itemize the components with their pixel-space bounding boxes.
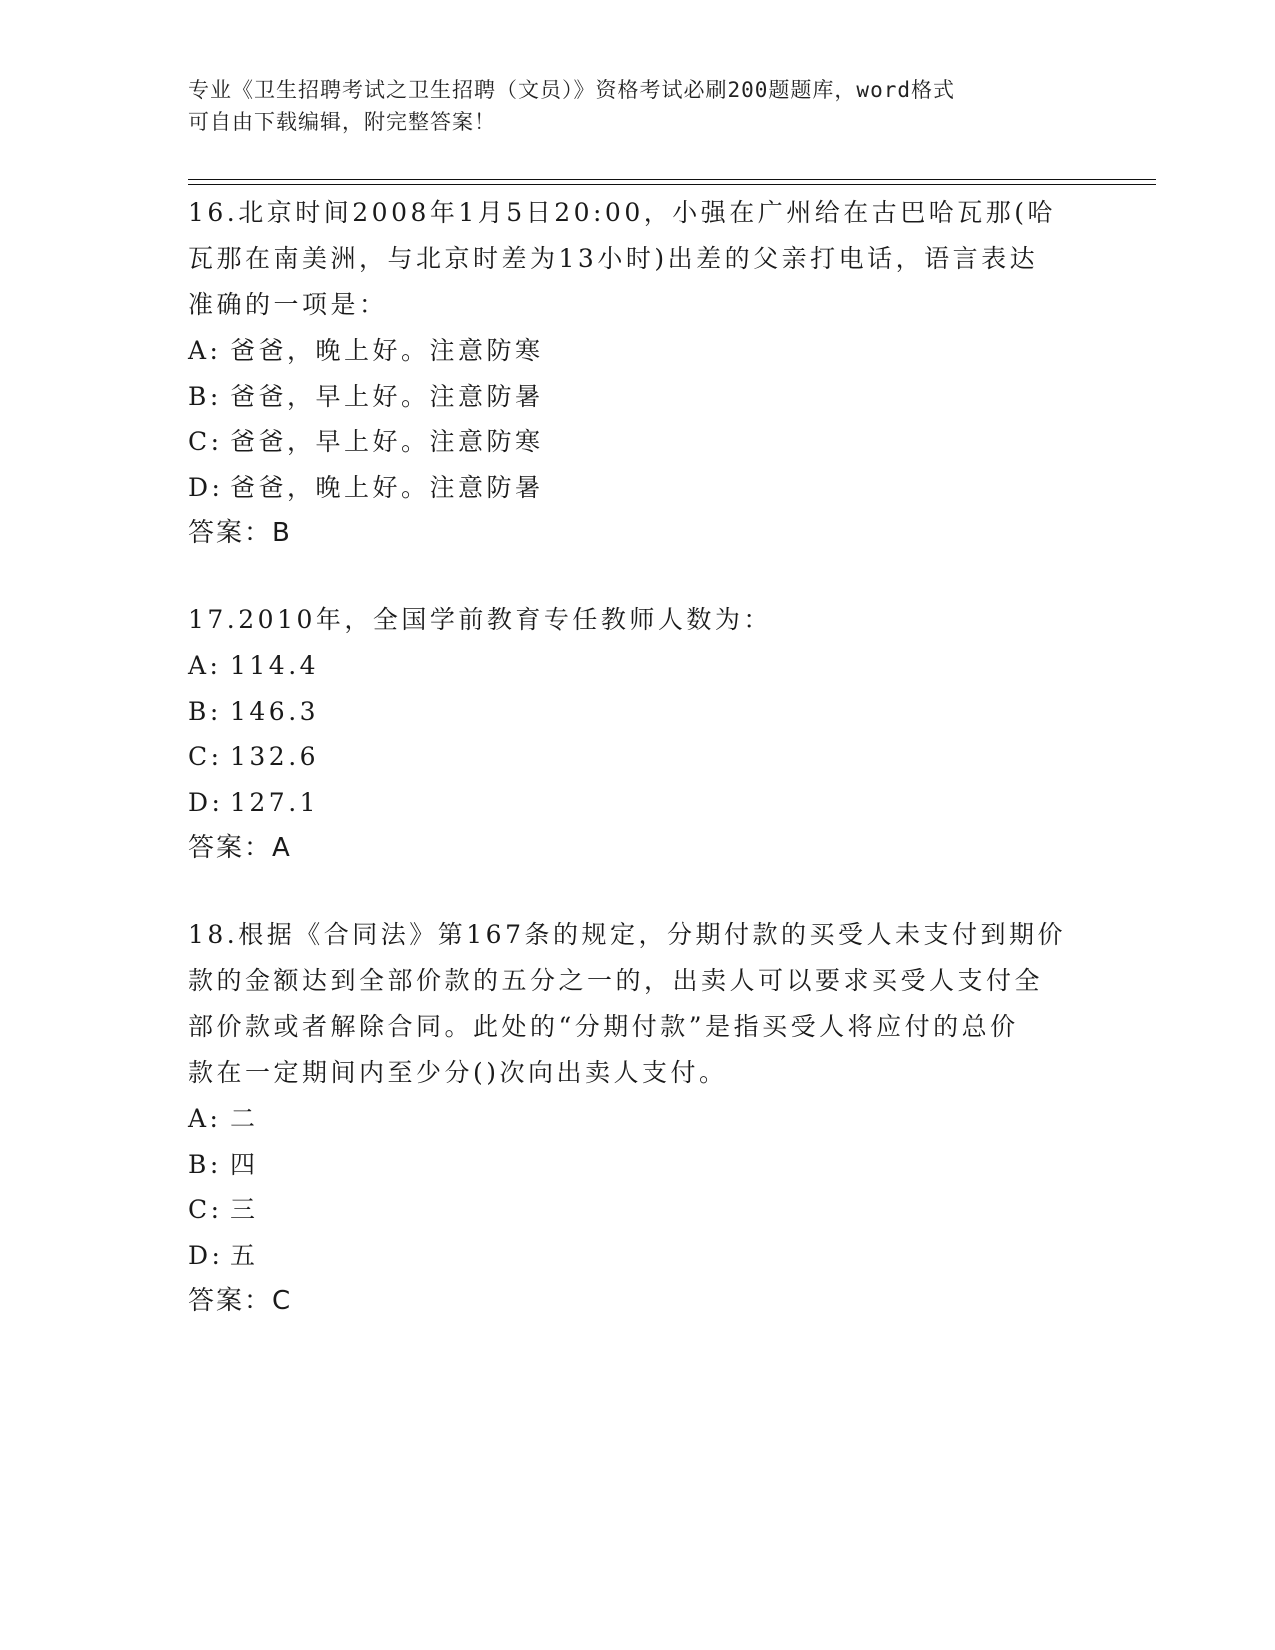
option-key: B: (188, 381, 222, 411)
option-text: 132.6 (230, 742, 320, 771)
question-17-option-c (188, 734, 1088, 780)
question-16-stem-line-2: 瓦那在南美洲，与北京时差为13小时)出差的父亲打电话，语言表达 (188, 244, 1039, 273)
option-key: D: (188, 472, 224, 502)
option-key: B: (188, 696, 222, 726)
option-text: 四 (230, 1149, 259, 1179)
option-text: 爸爸，晚上好。注意防寒 (230, 336, 544, 365)
option-key: C: (188, 742, 223, 771)
question-18-option-a (188, 1096, 1088, 1142)
question-17-stem-line-1: 17.2010年，全国学前教育专任教师人数为： (188, 605, 772, 634)
question-16-option-d (188, 465, 1088, 511)
question-17-option-d (188, 780, 1088, 826)
option-key: D: (188, 1240, 224, 1270)
question-16-option-b (188, 374, 1088, 420)
question-18-answer: 答案：C (188, 1286, 293, 1316)
question-16-option-c (188, 419, 1088, 465)
question-16-option-a (188, 328, 1088, 374)
question-17 (188, 597, 1088, 871)
header-line-2: 可自由下载编辑，附完整答案！ (188, 110, 496, 134)
option-text: 三 (230, 1195, 259, 1224)
option-text: 二 (230, 1104, 259, 1133)
option-key: B: (188, 1149, 222, 1179)
option-text: 爸爸，早上好。注意防寒 (230, 427, 544, 456)
question-17-option-a (188, 643, 1088, 689)
option-text: 146.3 (230, 696, 320, 726)
question-16-answer: 答案：B (188, 518, 292, 548)
option-key: A: (188, 1104, 222, 1133)
header-line-1: 专业《卫生招聘考试之卫生招聘（文员）》资格考试必刷200题题库，word格式 (188, 78, 955, 102)
question-18-stem-line-3: 部价款或者解除合同。此处的“分期付款”是指买受人将应付的总价 (188, 1012, 1019, 1041)
header-divider-bottom (188, 184, 1156, 185)
option-text: 爸爸，晚上好。注意防暑 (230, 472, 544, 502)
question-18 (188, 912, 1088, 1324)
question-18-stem-line-1: 18.根据《合同法》第167条的规定，分期付款的买受人未支付到期价 (188, 920, 1066, 949)
question-17-answer: 答案：A (188, 833, 292, 863)
option-key: D: (188, 787, 224, 817)
question-18-option-b (188, 1142, 1088, 1188)
question-18-stem-line-2: 款的金额达到全部价款的五分之一的，出卖人可以要求买受人支付全 (188, 966, 1044, 995)
document-header (188, 74, 1068, 138)
option-text: 爸爸，早上好。注意防暑 (230, 381, 544, 411)
option-key: C: (188, 1195, 223, 1224)
option-text: 127.1 (230, 787, 320, 817)
question-18-option-c (188, 1187, 1088, 1233)
question-list (188, 190, 1088, 1324)
question-16 (188, 190, 1088, 556)
question-18-stem-line-4: 款在一定期间内至少分()次向出卖人支付。 (188, 1058, 728, 1087)
option-key: A: (188, 336, 222, 365)
option-text: 五 (230, 1240, 259, 1270)
question-17-option-b (188, 689, 1088, 735)
question-16-stem-line-1: 16.北京时间2008年1月5日20:00，小强在广州给在古巴哈瓦那(哈 (188, 198, 1056, 227)
question-18-option-d (188, 1233, 1088, 1279)
option-text: 114.4 (230, 651, 320, 680)
question-16-stem-line-3: 准确的一项是： (188, 290, 388, 319)
option-key: C: (188, 427, 223, 456)
option-key: A: (188, 651, 222, 680)
header-divider-top (188, 179, 1156, 180)
